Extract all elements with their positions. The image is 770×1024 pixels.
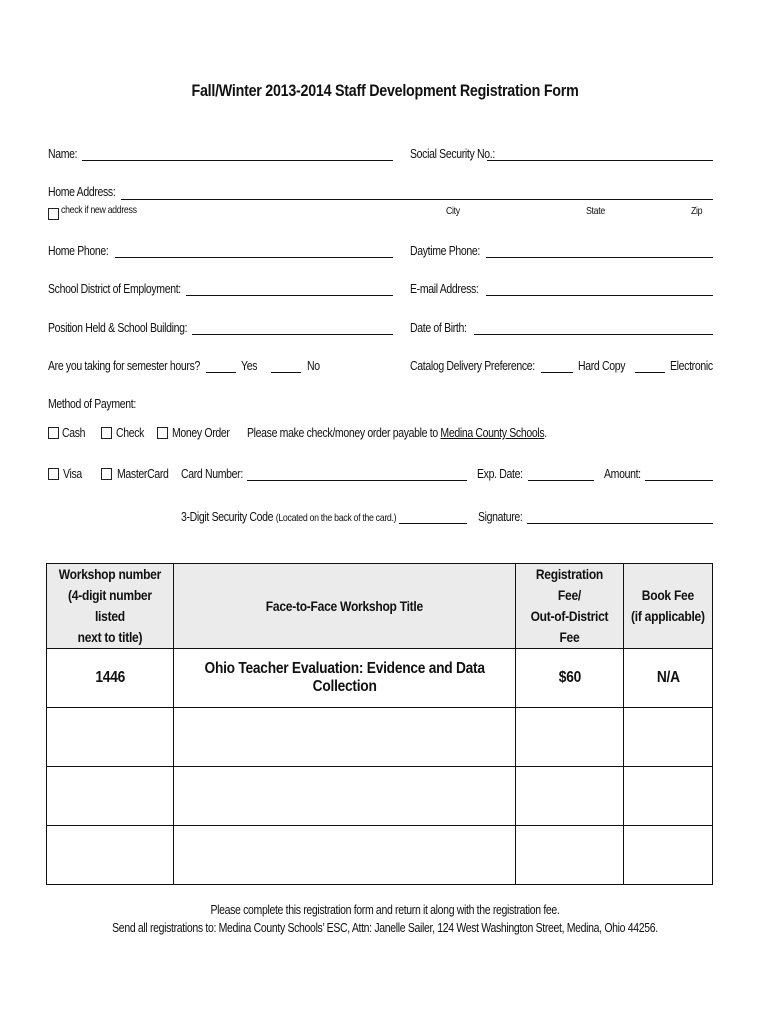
table-row-empty xyxy=(47,826,713,885)
daytime-phone-field[interactable] xyxy=(486,257,713,258)
table-header-row xyxy=(47,564,713,649)
cash-checkbox[interactable] xyxy=(48,427,59,439)
electronic-blank[interactable] xyxy=(635,372,665,373)
empty-cell[interactable] xyxy=(516,826,624,885)
hard-copy-label: Hard Copy xyxy=(578,359,626,373)
position-field[interactable] xyxy=(192,334,393,335)
ssn-label: Social Security No.: xyxy=(410,147,495,161)
workshop-number-cell: 1446 xyxy=(47,649,174,708)
money-order-checkbox[interactable] xyxy=(157,427,168,439)
visa-checkbox[interactable] xyxy=(48,468,59,480)
mastercard-label: MasterCard xyxy=(117,467,169,481)
footer-line-2: Send all registrations to: Medina County Schools’ ESC, Attn: Janelle Sailer, 124 West Washington Street, Medina, Ohio 44256. xyxy=(112,921,658,935)
table-row-empty xyxy=(47,708,713,767)
exp-date-label: Exp. Date: xyxy=(477,467,523,481)
card-number-field[interactable] xyxy=(247,480,467,481)
city-label: City xyxy=(446,205,460,217)
visa-label: Visa xyxy=(63,467,82,481)
name-label: Name: xyxy=(48,147,78,161)
name-field[interactable] xyxy=(82,160,393,161)
empty-cell[interactable] xyxy=(624,767,713,826)
email-field[interactable] xyxy=(486,295,713,296)
empty-cell[interactable] xyxy=(47,826,174,885)
header-workshop-number: Workshop number (4-digit number listed next to title) xyxy=(47,564,174,649)
check-label: Check xyxy=(116,426,145,440)
zip-label: Zip xyxy=(691,205,703,217)
yes-label: Yes xyxy=(241,359,258,373)
empty-cell[interactable] xyxy=(173,708,515,767)
dob-label: Date of Birth: xyxy=(410,321,467,335)
security-code-note: (Located on the back of the card.) xyxy=(275,512,397,524)
semester-no-blank[interactable] xyxy=(271,372,301,373)
workshop-table xyxy=(46,563,713,885)
position-label: Position Held & School Building: xyxy=(48,321,188,335)
semester-yes-blank[interactable] xyxy=(206,372,236,373)
payable-to: Medina County Schools xyxy=(440,426,545,440)
home-phone-label: Home Phone: xyxy=(48,244,109,258)
amount-field[interactable] xyxy=(645,480,713,481)
mastercard-checkbox[interactable] xyxy=(101,468,112,480)
amount-label: Amount: xyxy=(604,467,641,481)
security-code-label: 3-Digit Security Code (Located on the back of the card.) xyxy=(181,510,397,524)
header-workshop-title: Face-to-Face Workshop Title xyxy=(173,564,515,649)
signature-field[interactable] xyxy=(527,523,713,524)
signature-label: Signature: xyxy=(478,510,523,524)
ssn-field[interactable] xyxy=(487,160,713,161)
empty-cell[interactable] xyxy=(47,708,174,767)
empty-cell[interactable] xyxy=(173,826,515,885)
empty-cell[interactable] xyxy=(624,826,713,885)
dob-field[interactable] xyxy=(474,334,713,335)
home-address-field[interactable] xyxy=(121,199,713,200)
school-district-label: School District of Employment: xyxy=(48,282,181,296)
money-order-label: Money Order xyxy=(172,426,230,440)
daytime-phone-label: Daytime Phone: xyxy=(410,244,481,258)
check-checkbox[interactable] xyxy=(101,427,112,439)
payment-method-label: Method of Payment: xyxy=(48,397,136,411)
catalog-pref-label: Catalog Delivery Preference: xyxy=(410,359,535,373)
home-phone-field[interactable] xyxy=(115,257,393,258)
header-registration-fee: Registration Fee/ Out-of-District Fee xyxy=(516,564,624,649)
header-book-fee: Book Fee (if applicable) xyxy=(624,564,713,649)
home-address-label: Home Address: xyxy=(48,185,116,199)
semester-hours-label: Are you taking for semester hours? xyxy=(48,359,201,373)
empty-cell[interactable] xyxy=(516,767,624,826)
table-row-empty xyxy=(47,767,713,826)
workshop-title-cell: Ohio Teacher Evaluation: Evidence and Data Collection xyxy=(173,649,515,708)
fee-cell: $60 xyxy=(516,649,624,708)
school-district-field[interactable] xyxy=(186,295,393,296)
exp-date-field[interactable] xyxy=(528,480,594,481)
cash-label: Cash xyxy=(62,426,86,440)
payable-note: Please make check/money order payable to Medina County Schools. xyxy=(247,426,547,440)
book-fee-cell: N/A xyxy=(624,649,713,708)
no-label: No xyxy=(307,359,320,373)
page-title: Fall/Winter 2013-2014 Staff Development Registration Form xyxy=(191,81,579,100)
card-number-label: Card Number: xyxy=(181,467,243,481)
state-label: State xyxy=(586,205,605,217)
table-row xyxy=(47,649,713,708)
electronic-label: Electronic xyxy=(670,359,713,373)
footer-line-1: Please complete this registration form and return it along with the registration fee. xyxy=(210,903,560,917)
email-label: E-mail Address: xyxy=(410,282,479,296)
security-code-field[interactable] xyxy=(399,523,467,524)
empty-cell[interactable] xyxy=(516,708,624,767)
empty-cell[interactable] xyxy=(47,767,174,826)
empty-cell[interactable] xyxy=(173,767,515,826)
empty-cell[interactable] xyxy=(624,708,713,767)
hard-copy-blank[interactable] xyxy=(541,372,573,373)
new-address-label: check if new address xyxy=(61,204,137,216)
new-address-checkbox[interactable] xyxy=(48,208,59,220)
